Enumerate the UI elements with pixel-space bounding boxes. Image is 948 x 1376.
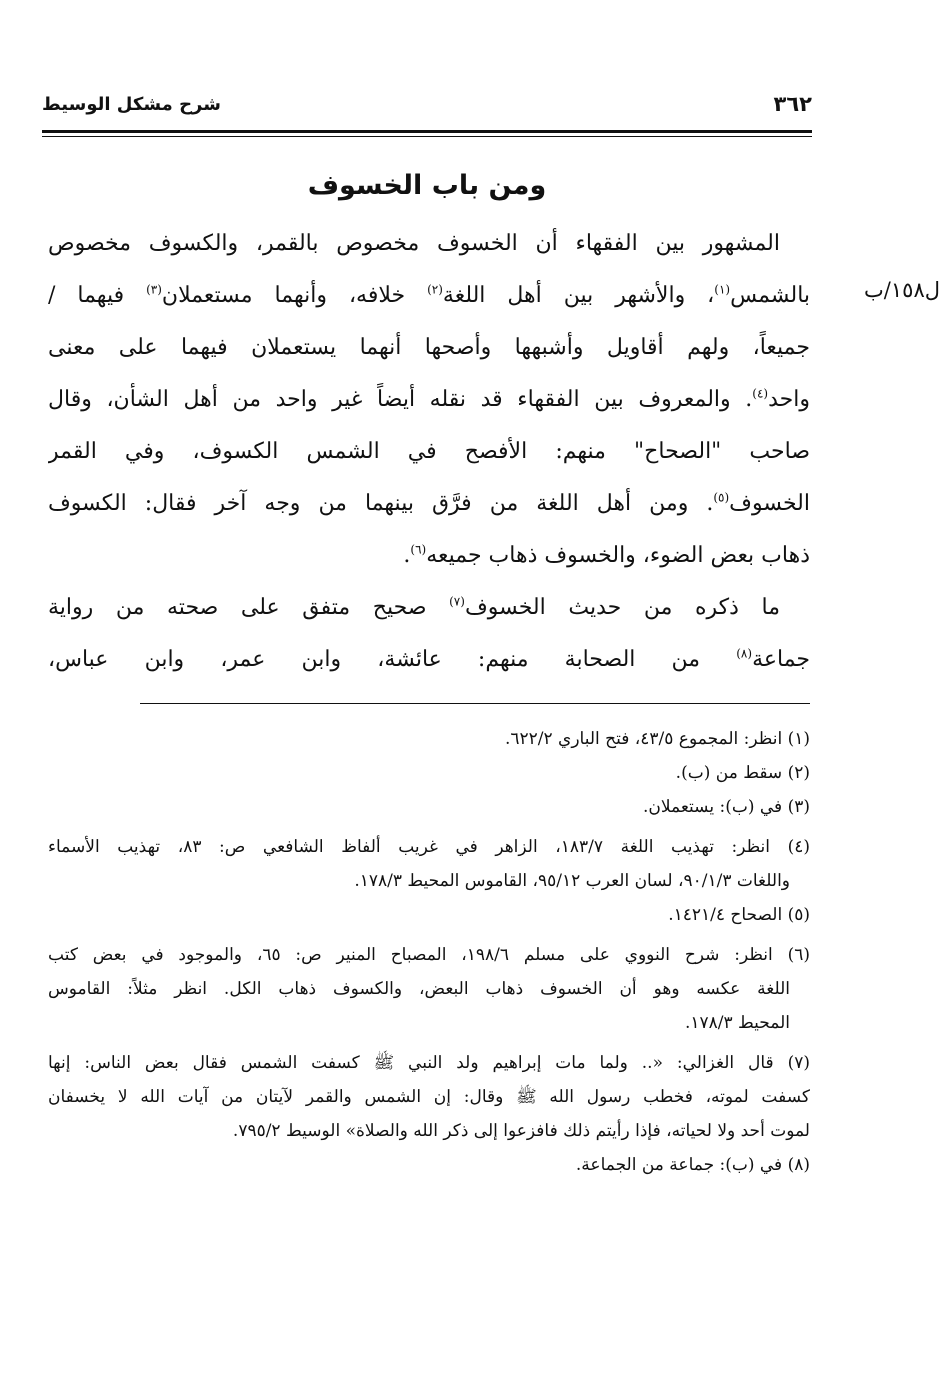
footnote-ref-8: (٨)	[736, 646, 753, 661]
footnote-7-line-1: (٧) قال الغزالي: «.. ولما مات إبراهيم ولد النبي ﷺ كسفت الشمس فقال بعض الناس: إنها	[48, 1053, 810, 1073]
chapter-title: ومن باب الخسوف	[307, 170, 547, 201]
footnote-ref-2: (٢)	[427, 282, 443, 297]
text-segment: الخسوف	[729, 491, 810, 516]
footnote-ref-4: (٤)	[752, 386, 769, 401]
text-segment: ما ذكره من حديث الخسوف	[464, 595, 780, 620]
text-line-8	[48, 582, 810, 634]
text-line-7	[48, 530, 810, 582]
text-segment: صحيح متفق على صحته من رواية	[48, 595, 427, 620]
text-segment: جماعة	[752, 647, 810, 672]
footnote-3: (٣) في (ب): يستعملان.	[642, 797, 810, 817]
text-line-3	[48, 322, 810, 374]
header-rule-thick	[42, 130, 812, 133]
text-segment: خلافه، وأنهما مستعملان	[161, 283, 406, 308]
text-line-5	[48, 426, 810, 478]
footnote-2: (٢) سقط من (ب).	[675, 763, 810, 783]
text-line-4	[48, 374, 810, 426]
text-segment: صاحب "الصحاح" منهم: الأفصح في الشمس الكسوف، وفي القمر	[48, 439, 810, 464]
text-line-9	[48, 634, 810, 686]
footnote-ref-3: (٣)	[146, 282, 162, 297]
page-number: ٣٦٢	[773, 92, 812, 116]
text-segment: .	[403, 543, 411, 568]
text-segment: واحد	[768, 387, 810, 412]
footnote-1: (١) انظر: المجموع ٤٣/٥، فتح الباري ٦٢٢/٢.	[504, 729, 810, 749]
footnote-6-line-3: المحيط ١٧٨/٣.	[684, 1013, 790, 1033]
footnote-6-line-1: (٦) انظر: شرح النووي على مسلم ١٩٨/٦، المصباح المنير ص: ٦٥، والموجود في بعض كتب	[48, 945, 810, 965]
footnote-ref-1: (١)	[714, 282, 731, 297]
footnote-8: (٨) في (ب): جماعة من الجماعة.	[575, 1155, 810, 1175]
footnote-ref-7: (٧)	[449, 594, 465, 609]
text-line-2	[48, 270, 810, 322]
footnote-7-line-2: كسفت لموته، فخطب رسول الله ﷺ وقال: إن الشمس والقمر لآيتان من آيات الله لا يخسفان	[48, 1087, 810, 1107]
footnote-6-line-2: اللغة عكسه وهو أن الخسوف ذهاب البعض، والكسوف ذهاب الكل. انظر مثلاً: القاموس	[48, 979, 790, 999]
text-segment: ، والأشهر بين أهل اللغة	[442, 283, 715, 308]
text-segment: . والمعروف بين الفقهاء قد نقله أيضاً غير واحد من أهل الشأن، وقال	[48, 387, 753, 412]
text-segment: بالشمس	[730, 283, 810, 308]
text-segment: . ومن أهل اللغة من فرَّق بينهما من وجه آخر فقال: الكسوف	[48, 491, 714, 516]
text-segment: من الصحابة منهم: عائشة، وابن عمر، وابن عباس،	[48, 647, 701, 672]
text-line-1	[48, 218, 810, 270]
running-header	[42, 92, 812, 128]
text-segment: فيهما /	[48, 283, 125, 308]
footnote-separator	[140, 703, 810, 704]
footnote-4-line-1: (٤) انظر: تهذيب اللغة ١٨٣/٧، الزاهر في غريب ألفاظ الشافعي ص: ٨٣، تهذيب الأسماء	[48, 837, 810, 857]
book-title: شرح مشكل الوسيط	[42, 94, 221, 115]
footnote-ref-5: (٥)	[713, 490, 730, 505]
margin-folio-note: ل١٥٨/ب	[812, 270, 940, 310]
text-segment: المشهور بين الفقهاء أن الخسوف مخصوص بالقمر، والكسوف مخصوص	[48, 231, 780, 256]
main-text	[48, 218, 810, 686]
text-line-6	[48, 478, 810, 530]
footnote-4-line-2: واللغات ٩٠/١/٣، لسان العرب ٩٥/١٢، القاموس المحيط ١٧٨/٣.	[354, 871, 790, 891]
header-rule-thin	[42, 136, 812, 137]
text-segment: جميعاً، ولهم أقاويل وأشبهها وأصحها أنهما يستعملان فيهما على معنى	[48, 335, 810, 360]
footnote-7-line-3: لموت أحد ولا لحياته، فإذا رأيتم ذلك فافزعوا إلى ذكر الله والصلاة» الوسيط ٧٩٥/٢.	[232, 1121, 810, 1141]
footnotes	[48, 722, 810, 1182]
text-segment: ذهاب بعض الضوء، والخسوف ذهاب جميعه	[426, 543, 810, 568]
footnote-5: (٥) الصحاح ١٤٢١/٤.	[668, 905, 810, 925]
footnote-ref-6: (٦)	[410, 542, 427, 557]
